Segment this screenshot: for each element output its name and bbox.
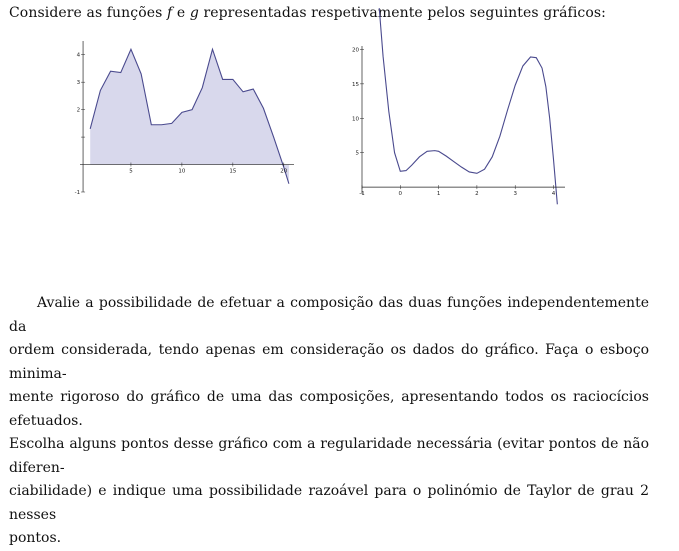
exercise-paragraph: [9, 292, 649, 551]
x-tick-label: 15: [229, 168, 237, 175]
y-tick-label: 5: [355, 150, 359, 157]
y-tick-label: 3: [76, 80, 81, 87]
graph-f: [74, 34, 295, 204]
x-tick-label: 4: [551, 191, 556, 198]
x-tick-label: -1: [359, 191, 365, 198]
y-tick-label: 20: [352, 47, 359, 54]
x-tick-label: 10: [178, 168, 186, 175]
paragraph-line: ordem considerada, tendo apenas em consideração os dados do gráfico. Faça o esboço minima-: [9, 342, 649, 382]
x-tick-label: 5: [129, 168, 133, 175]
intro-text-end: representadas respetivamente pelos seguintes gráficos:: [203, 5, 606, 21]
x-tick-label: 2: [475, 191, 479, 198]
graph-g: [352, 34, 567, 204]
paragraph-line: Avalie a possibilidade de efetuar a composição das duas funções independentemente da: [9, 295, 649, 335]
series-line: [379, 8, 557, 204]
x-tick-label: 0: [398, 191, 403, 198]
y-tick-label: 4: [76, 52, 81, 59]
function-g-symbol: g: [189, 5, 199, 21]
y-tick-label: 15: [352, 81, 359, 88]
y-tick-label: 2: [76, 107, 81, 114]
x-tick-label: 1: [436, 191, 441, 198]
x-tick-label: 3: [513, 191, 517, 198]
y-tick-label: 10: [352, 116, 359, 123]
intro-sentence: [9, 5, 606, 21]
area-fill: [90, 49, 289, 184]
paragraph-line: mente rigoroso do gráfico de uma das composições, apresentando todos os raciocícios efetuados.: [9, 389, 649, 429]
x-tick-label: 20: [280, 168, 288, 175]
y-tick-label: -1: [74, 190, 81, 196]
paragraph-line: Escolha alguns pontos desse gráfico com a regularidade necessária (evitar pontos de não diferen-: [9, 436, 649, 476]
function-f-symbol: f: [167, 5, 173, 21]
paragraph-line: ciabilidade) e indique uma possibilidade razoável para o polinómio de Taylor de grau 2 nesses: [9, 483, 649, 523]
intro-text-start: Considere as funções: [9, 5, 163, 21]
paragraph-line: pontos.: [9, 530, 62, 546]
intro-conjunction: e: [176, 5, 186, 21]
